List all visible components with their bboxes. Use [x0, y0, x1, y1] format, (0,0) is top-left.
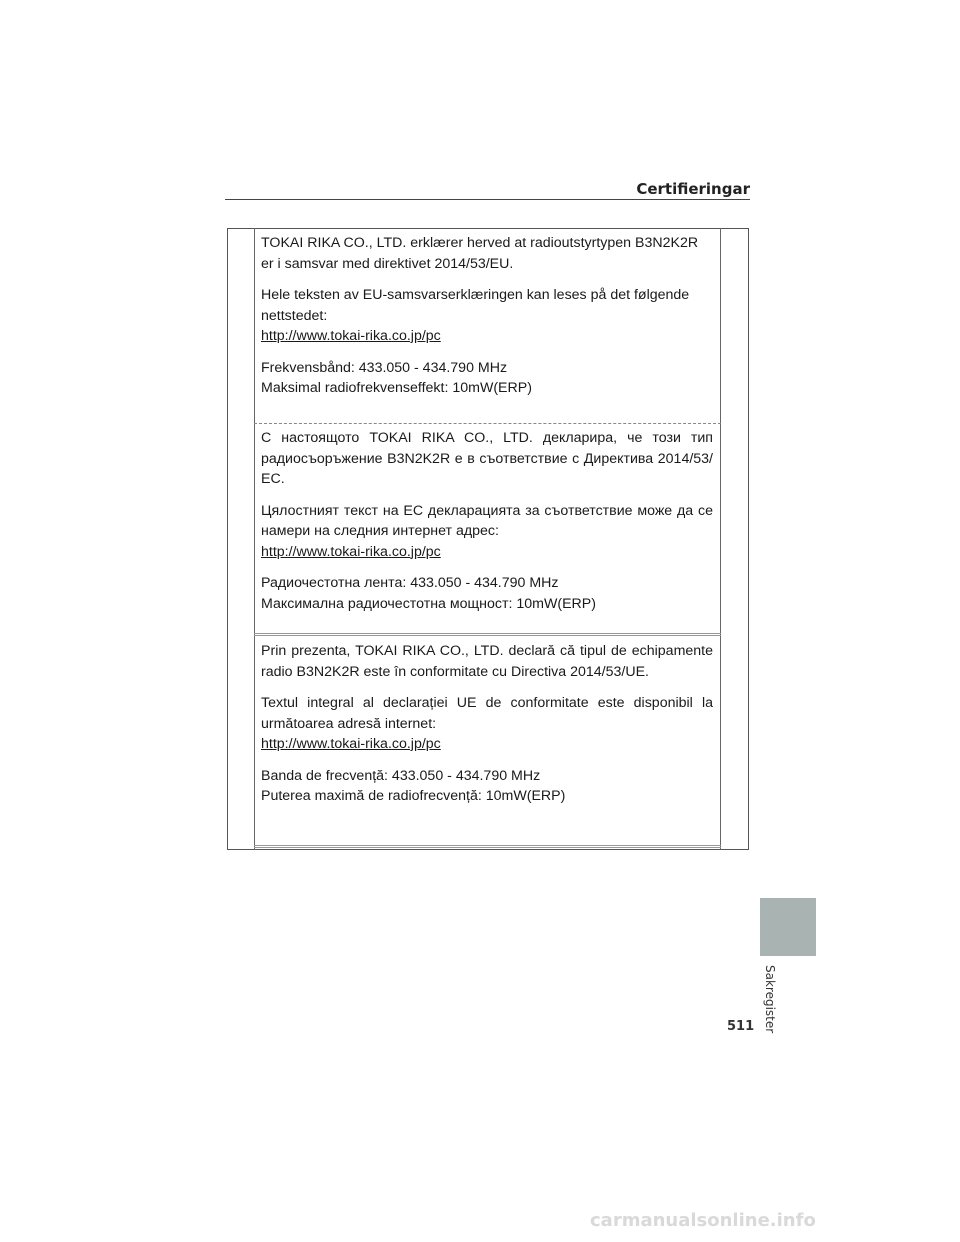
section-divider	[254, 423, 721, 424]
section-norwegian	[261, 233, 713, 399]
watermark: carmanualsonline.info	[590, 1210, 816, 1231]
declaration-text: TOKAI RIKA CO., LTD. erklærer herved at radioutstyrtypen B3N2K2R er i samsvar med direktivet 2014/53/EU.	[261, 235, 699, 272]
max-power: Maksimal radiofrekvenseffekt: 10mW(ERP)	[261, 380, 532, 396]
page-number: 511	[727, 1019, 755, 1034]
frequency-band: Banda de frecvență: 433.050 - 434.790 MHz	[261, 767, 541, 784]
max-power: Puterea maximă de radiofrecvență: 10mW(ERP)	[261, 788, 566, 804]
header-rule	[225, 199, 750, 200]
frequency-band: Радиочестотна лента: 433.050 - 434.790 MHz	[261, 575, 559, 591]
frequency-band: Frekvensbånd: 433.050 - 434.790 MHz	[261, 359, 508, 376]
section-divider	[254, 633, 721, 636]
page-header-title: Certifieringar	[636, 180, 750, 198]
section-divider	[254, 845, 721, 848]
declaration-text: Prin prezenta, TOKAI RIKA CO., LTD. declară că tipul de echipamente radio B3N2K2R este în conformitate cu Directiva 2014/53/UE.	[261, 643, 713, 680]
section-romanian	[261, 641, 713, 807]
index-label: Sakregister	[763, 965, 777, 1034]
max-power: Максимална радиочестотна мощност: 10mW(ERP)	[261, 595, 596, 612]
fulltext-text: Hele teksten av EU-samsvarserklæringen kan leses på det følgende nettstedet:	[261, 287, 690, 324]
declaration-link[interactable]: http://www.tokai-rika.co.jp/pc	[261, 543, 441, 560]
section-bulgarian	[261, 428, 713, 614]
declaration-link[interactable]: http://www.tokai-rika.co.jp/pc	[261, 736, 441, 752]
declaration-link[interactable]: http://www.tokai-rika.co.jp/pc	[261, 328, 441, 344]
fulltext-text: Цялостният текст на ЕС декларацията за съответствие може да се намери на следния интернет адрес:	[261, 502, 713, 539]
index-tab[interactable]	[760, 898, 816, 956]
declaration-text: С настоящото TOKAI RIKA CO., LTD. декларира, че този тип радиосъоръжение B3N2K2R е в съответствие с Директива 2014/53/ЕС.	[261, 430, 713, 487]
fulltext-text: Textul integral al declarației UE de conformitate este disponibil la următoarea adresă internet:	[261, 695, 713, 732]
